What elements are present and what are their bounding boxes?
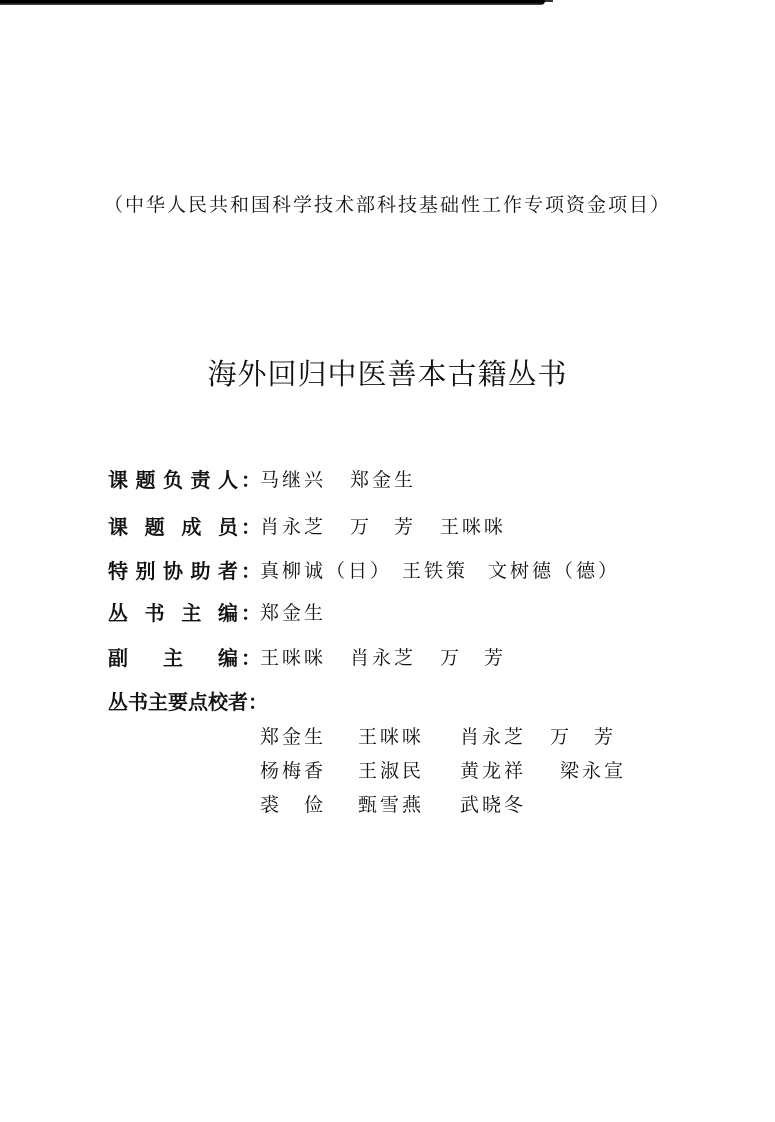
credit-label-char: 成 (181, 515, 202, 539)
credit-label-char: 助 (190, 559, 211, 583)
proofreader-name: 王淑民 (358, 760, 425, 782)
proofreader-name: 黄龙祥 (460, 760, 527, 782)
scan-edge-tail (545, 0, 553, 2)
credit-name: 肖永芝 (350, 647, 417, 669)
credit-colon: ： (241, 515, 261, 539)
proofreader-name: 郑金生 (260, 726, 327, 748)
proofreader-name: 杨梅香 (260, 760, 327, 782)
credit-colon: ： (241, 646, 261, 670)
proofreaders-label: 丛书主要点校者： (108, 690, 268, 714)
credit-label (108, 512, 238, 542)
credit-label-char: 编 (217, 601, 238, 625)
proofreader-name: 梁永宣 (560, 760, 627, 782)
project-note: （中华人民共和国科学技术部科技基础性工作专项资金项目） (103, 194, 671, 216)
credit-label-char: 者 (218, 559, 238, 583)
credit-colon: ： (241, 468, 261, 492)
credit-name: 王铁策 (402, 560, 469, 582)
credit-label-char: 主 (163, 646, 183, 670)
credit-name: 马继兴 (260, 469, 327, 491)
credit-names (260, 512, 530, 542)
credit-name: 郑金生 (350, 469, 417, 491)
series-title: 海外回归中医善本古籍丛书 (207, 357, 568, 391)
credit-name: 肖永芝 (260, 516, 327, 538)
credit-label-char: 责 (190, 468, 211, 492)
credit-name: 郑金生 (260, 602, 327, 624)
credit-label (108, 556, 238, 586)
credit-label (108, 643, 238, 673)
credit-colon: ： (241, 601, 261, 625)
credit-label-char: 别 (135, 559, 156, 583)
credit-names (260, 598, 350, 628)
credit-names (260, 556, 620, 586)
credit-name: 万 芳 (440, 647, 507, 669)
scan-edge-bar (0, 0, 545, 5)
credit-label-char: 课 (108, 468, 128, 492)
credit-names (260, 643, 530, 673)
credit-name: 王咪咪 (260, 647, 327, 669)
credit-label (108, 598, 238, 628)
credit-name: 王咪咪 (440, 516, 507, 538)
credit-label-char: 主 (181, 601, 202, 625)
credit-label-char: 课 (108, 515, 128, 539)
credit-name: 真柳诚（日） (260, 560, 393, 582)
credit-colon: ： (241, 559, 261, 583)
credit-name: 文树德（德） (488, 560, 621, 582)
credit-label-char: 副 (108, 646, 128, 670)
proofreader-name: 甄雪燕 (358, 794, 425, 816)
credit-label-char: 负 (163, 468, 183, 492)
proofreader-name: 肖永芝 (460, 726, 527, 748)
proofreader-name: 王咪咪 (358, 726, 425, 748)
credit-names (260, 465, 440, 495)
credit-label-char: 编 (218, 646, 238, 670)
credit-name: 万 芳 (350, 516, 417, 538)
credit-label-char: 特 (108, 559, 128, 583)
credit-label-char: 题 (135, 468, 156, 492)
proofreader-name: 武晓冬 (460, 794, 527, 816)
credit-label-char: 丛 (108, 601, 128, 625)
credit-label-char: 员 (217, 515, 238, 539)
proofreader-name: 裘 俭 (260, 794, 327, 816)
proofreader-name: 万 芳 (550, 726, 617, 748)
credit-label (108, 465, 238, 495)
credit-label-char: 书 (144, 601, 165, 625)
credit-label-char: 人 (218, 468, 238, 492)
credit-label-char: 协 (163, 559, 183, 583)
credit-label-char: 题 (144, 515, 165, 539)
